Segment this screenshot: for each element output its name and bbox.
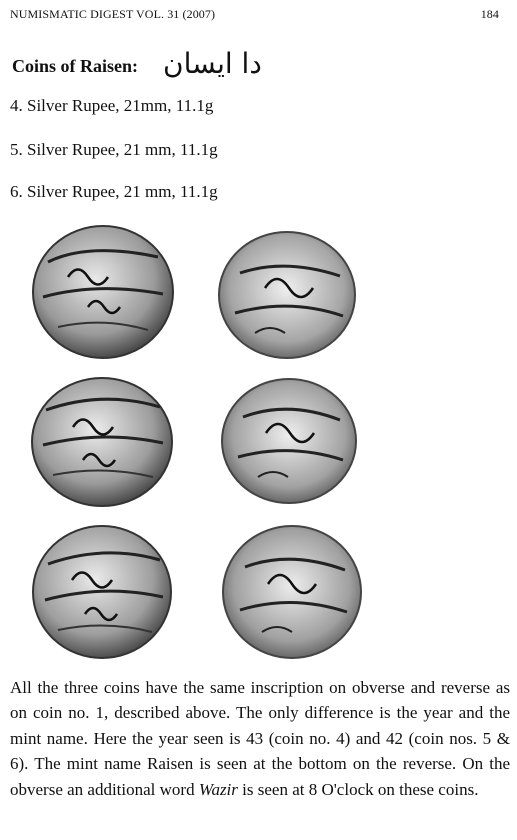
wazir-term: Wazir <box>198 779 238 799</box>
description-text-1: All the three coins have the same inscription on obverse and reverse as on coin no. 1, described above. The only difference is the year and the mint name. Here the year seen is 43 (coin no. 4) and 42 (coin nos. 5 & 6). The mint name Raisen is seen at the bottom on the reverse. On the obverse an additional word <box>10 678 510 799</box>
coin-5-reverse-photo <box>218 375 360 507</box>
description-paragraph <box>10 675 510 802</box>
running-header <box>10 7 507 25</box>
coin-4-obverse-photo <box>28 222 178 362</box>
coin-item-5: 5. Silver Rupee, 21 mm, 11.1g <box>10 140 218 159</box>
journal-title: NUMISMATIC DIGEST VOL. 31 (2007) <box>10 7 216 21</box>
page-number: 184 <box>480 7 499 21</box>
coin-6-reverse-photo <box>220 522 365 662</box>
coin-item-6: 6. Silver Rupee, 21 mm, 11.1g <box>10 182 218 201</box>
coin-6-obverse-photo <box>30 522 175 662</box>
coin-item-4: 4. Silver Rupee, 21mm, 11.1g <box>10 96 214 115</box>
coin-4-reverse-photo <box>215 228 360 363</box>
coin-5-obverse-photo <box>28 375 176 510</box>
urdu-mint-name: دا ایسان <box>163 47 262 80</box>
section-title: Coins of Raisen: <box>12 56 139 76</box>
description-text-2: is seen at 8 O'clock on these coins. <box>237 779 479 799</box>
